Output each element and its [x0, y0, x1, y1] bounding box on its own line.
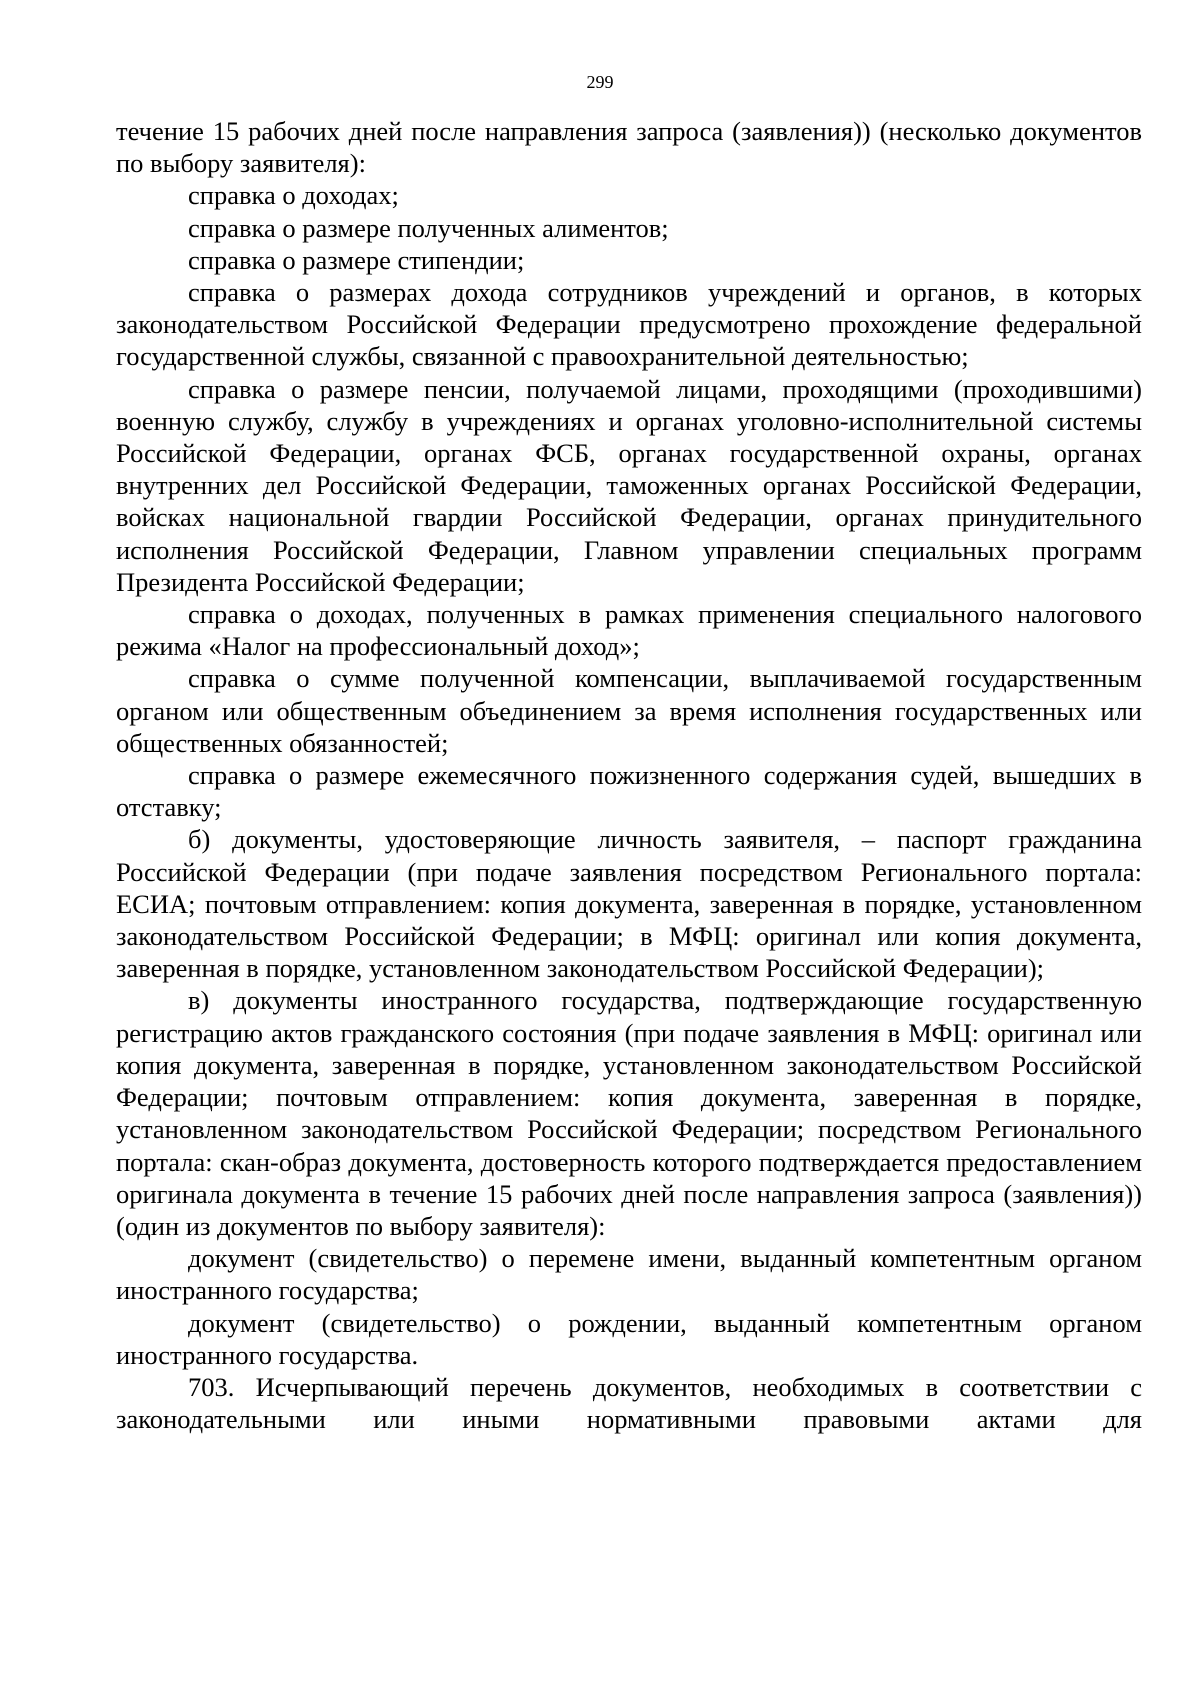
list-item-law-enforcement-income: справка о размерах дохода сотрудников учреждений и органов, в которых законодательством Российской Федерации предусмотрено прохождение федеральной государственной службы, связанной с правоохранительной деятельностью;: [116, 277, 1142, 372]
list-item-professional-income-tax: справка о доходах, полученных в рамках применения специального налогового режима «Налог на профессиональный доход»;: [116, 599, 1142, 662]
list-item-pension-certificate: справка о размере пенсии, получаемой лицами, проходящими (проходившими) военную службу, службу в учреждениях и органах уголовно-исполнительной системы Российской Федерации, органах ФСБ, органах государственной охраны, органах внутренних дел Российской Федерации, таможенных органах Российской Федерации, войсках национальной гвардии Российской Федерации, органах принудительного исполнения Российской Федерации, Главном управлении специальных программ Президента Российской Федерации;: [116, 373, 1142, 597]
paragraph-continuation: течение 15 рабочих дней после направления запроса (заявления)) (несколько документов по выбору заявителя):: [116, 116, 1142, 179]
page-number: 299: [586, 72, 614, 92]
paragraph-703: 703. Исчерпывающий перечень документов, необходимых в соответствии с законодательными или иными нормативными правовыми актами для: [116, 1371, 1142, 1435]
list-item-alimony-certificate: справка о размере полученных алиментов;: [188, 212, 669, 243]
document-body: [116, 115, 1142, 1435]
paragraph-b-identity-documents: б) документы, удостоверяющие личность заявителя, – паспорт гражданина Российской Федерации (при подаче заявления посредством Регионального портала: ЕСИА; почтовым отправлением: копия документа, заверенная в порядке, установленном законодательством Российской Федерации; в МФЦ: оригинал или копия документа, заверенная в порядке, установленном законодательством Российской Федерации);: [116, 824, 1142, 984]
paragraph-v-foreign-documents: в) документы иностранного государства, подтверждающие государственную регистрацию актов гражданского состояния (при подаче заявления в МФЦ: оригинал или копия документа, заверенная в порядке, установленном законодательством Российской Федерации; почтовым отправлением: копия документа, заверенная в порядке, установленном законодательством Российской Федерации; посредством Регионального портала: скан-образ документа, достоверность которого подтверждается предоставлением оригинала документа в течение 15 рабочих дней после направления запроса (заявления)) (один из документов по выбору заявителя):: [116, 985, 1142, 1241]
list-item-name-change-certificate: документ (свидетельство) о перемене имени, выданный компетентным органом иностранного государства;: [116, 1243, 1142, 1306]
list-item-judges-allowance: справка о размере ежемесячного пожизненного содержания судей, вышедших в отставку;: [116, 760, 1142, 823]
list-item-stipend-certificate: справка о размере стипендии;: [188, 244, 525, 275]
list-item-income-certificate: справка о доходах;: [188, 180, 399, 211]
list-item-birth-certificate: документ (свидетельство) о рождении, выданный компетентным органом иностранного государства.: [116, 1307, 1142, 1370]
list-item-compensation-certificate: справка о сумме полученной компенсации, выплачиваемой государственным органом или общественным объединением за время исполнения государственных или общественных обязанностей;: [116, 663, 1142, 758]
